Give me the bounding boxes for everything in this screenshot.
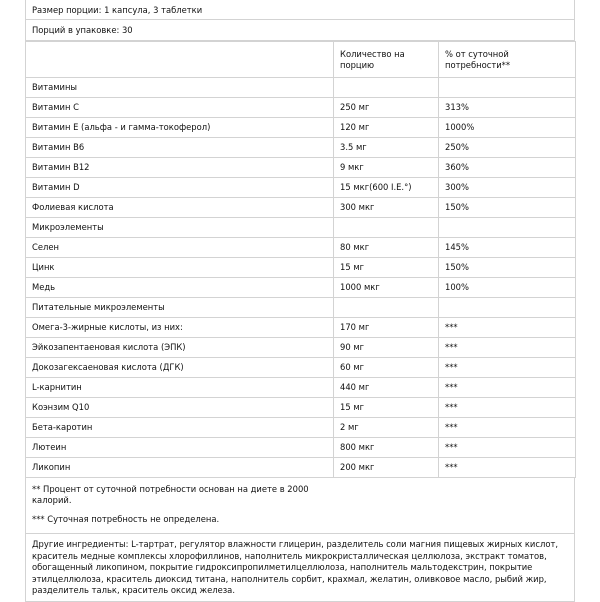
table-row	[26, 78, 576, 98]
table-row	[26, 318, 576, 338]
nutrition-table	[25, 41, 576, 478]
nutrient-name: Докозагексаеновая кислота (ДГК)	[26, 358, 334, 378]
nutrient-name: Фолиевая кислота	[26, 198, 334, 218]
nutrient-amount: 15 мг	[334, 258, 439, 278]
nutrient-amount: 300 мкг	[334, 198, 439, 218]
nutrient-name: Микроэлементы	[26, 218, 334, 238]
nutrient-daily-value: ***	[439, 438, 576, 458]
nutrient-daily-value: ***	[439, 338, 576, 358]
table-row	[26, 398, 576, 418]
nutrient-amount: 120 мг	[334, 118, 439, 138]
nutrient-amount: 2 мг	[334, 418, 439, 438]
footnote-not-established: *** Суточная потребность не определена.	[32, 514, 220, 524]
other-ingredients: Другие ингредиенты: L-тартрат, регулятор влажности глицерин, разделитель соли магния пищевых жирных кислот, краситель медные комплексы хлорофиллинов, наполнитель микрокристаллическая целлюлоза, экстракт томатов, обогащенный ликопином, покрытие гидроксипропилметилцеллюлоза, наполнитель мальтодекстрин, покрытие этилцеллюлоза, краситель диоксид титана, наполнитель сорбит, крахмал, желатин, оливковое масло, рыбий жир, разделитель тальк, краситель оксид железа.	[25, 534, 575, 602]
nutrient-name: Витамин В6	[26, 138, 334, 158]
nutrient-name: Витамины	[26, 78, 334, 98]
nutrient-amount: 3.5 мг	[334, 138, 439, 158]
table-row	[26, 338, 576, 358]
table-row	[26, 138, 576, 158]
nutrient-daily-value	[439, 78, 576, 98]
header-daily-value: % от суточной потребности**	[439, 42, 576, 78]
table-row	[26, 418, 576, 438]
nutrient-name: Витамин С	[26, 98, 334, 118]
nutrient-name: Селен	[26, 238, 334, 258]
nutrient-daily-value: ***	[439, 398, 576, 418]
nutrient-daily-value	[439, 218, 576, 238]
nutrient-daily-value: ***	[439, 458, 576, 478]
nutrient-name: Витамин Е (альфа - и гамма-токоферол)	[26, 118, 334, 138]
table-row	[26, 218, 576, 238]
table-row	[26, 158, 576, 178]
footnotes	[25, 478, 575, 534]
table-row	[26, 458, 576, 478]
header-amount: Количество на порцию	[334, 42, 439, 78]
table-row	[26, 118, 576, 138]
nutrient-daily-value: 145%	[439, 238, 576, 258]
nutrient-daily-value: ***	[439, 418, 576, 438]
nutrient-daily-value: ***	[439, 318, 576, 338]
nutrient-name: Медь	[26, 278, 334, 298]
nutrient-name: Эйкозапентаеновая кислота (ЭПК)	[26, 338, 334, 358]
nutrient-amount: 800 мкг	[334, 438, 439, 458]
nutrient-name: Омега-3-жирные кислоты, из них:	[26, 318, 334, 338]
header-name	[26, 42, 334, 78]
nutrient-daily-value	[439, 298, 576, 318]
nutrient-amount: 250 мг	[334, 98, 439, 118]
table-row	[26, 438, 576, 458]
nutrient-amount: 15 мг	[334, 398, 439, 418]
serving-info	[25, 0, 575, 41]
nutrient-name: Витамин В12	[26, 158, 334, 178]
supplement-facts-panel	[25, 0, 575, 602]
nutrient-daily-value: 300%	[439, 178, 576, 198]
table-row	[26, 358, 576, 378]
nutrient-daily-value: 250%	[439, 138, 576, 158]
nutrient-amount: 90 мг	[334, 338, 439, 358]
nutrient-name: L-карнитин	[26, 378, 334, 398]
nutrient-daily-value: ***	[439, 378, 576, 398]
nutrient-daily-value: 1000%	[439, 118, 576, 138]
table-row	[26, 238, 576, 258]
table-row	[26, 378, 576, 398]
nutrient-amount: 9 мкг	[334, 158, 439, 178]
nutrient-daily-value: 313%	[439, 98, 576, 118]
nutrient-amount: 440 мг	[334, 378, 439, 398]
table-row	[26, 178, 576, 198]
nutrient-amount: 170 мг	[334, 318, 439, 338]
table-row	[26, 278, 576, 298]
serving-size: Размер порции: 1 капсула, 3 таблетки	[26, 0, 574, 20]
table-header-row	[26, 42, 576, 78]
nutrient-daily-value: 100%	[439, 278, 576, 298]
nutrient-name: Цинк	[26, 258, 334, 278]
nutrient-name: Коэнзим Q10	[26, 398, 334, 418]
footnote-daily-value: ** Процент от суточной потребности основан на диете в 2000 калорий.	[32, 484, 309, 505]
nutrient-amount: 15 мкг(600 I.E.°)	[334, 178, 439, 198]
nutrient-name: Бета-каротин	[26, 418, 334, 438]
nutrient-name: Питательные микроэлементы	[26, 298, 334, 318]
nutrient-name: Ликопин	[26, 458, 334, 478]
nutrient-daily-value: 150%	[439, 258, 576, 278]
table-row	[26, 298, 576, 318]
nutrient-amount: 60 мг	[334, 358, 439, 378]
nutrient-amount: 80 мкг	[334, 238, 439, 258]
table-row	[26, 258, 576, 278]
nutrient-amount	[334, 78, 439, 98]
nutrient-daily-value: ***	[439, 358, 576, 378]
nutrient-amount: 1000 мкг	[334, 278, 439, 298]
nutrient-daily-value: 150%	[439, 198, 576, 218]
nutrient-amount	[334, 298, 439, 318]
nutrient-daily-value: 360%	[439, 158, 576, 178]
servings-per-container: Порций в упаковке: 30	[32, 25, 133, 35]
nutrient-amount: 200 мкг	[334, 458, 439, 478]
table-row	[26, 98, 576, 118]
nutrient-amount	[334, 218, 439, 238]
nutrient-name: Лютеин	[26, 438, 334, 458]
nutrient-name: Витамин D	[26, 178, 334, 198]
table-row	[26, 198, 576, 218]
